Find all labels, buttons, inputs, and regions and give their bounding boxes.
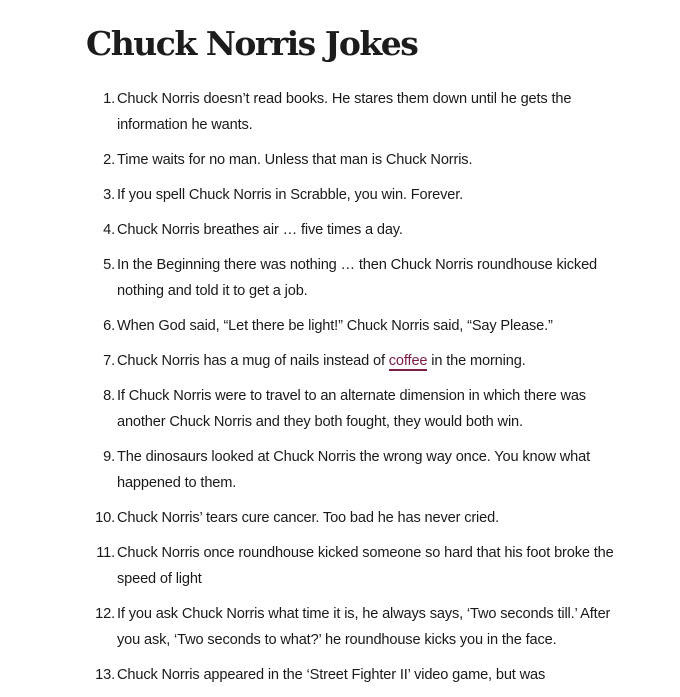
- list-item: In the Beginning there was nothing … then Chuck Norris roundhouse kicked nothing and told it to get a job.: [117, 257, 598, 299]
- coffee-link[interactable]: coffee: [388, 353, 428, 369]
- joke-text: in the morning.: [427, 353, 526, 369]
- list-item: The dinosaurs looked at Chuck Norris the wrong way once. You know what happened to them.: [117, 449, 590, 491]
- jokes-list: [117, 86, 627, 697]
- page-title: Chuck Norris Jokes: [86, 24, 418, 63]
- list-item: Time waits for no man. Unless that man is Chuck Norris.: [117, 152, 473, 168]
- list-item: Chuck Norris breathes air … five times a day.: [117, 222, 403, 238]
- joke-text: Chuck Norris has a mug of nails instead of: [117, 353, 389, 369]
- list-item: If you ask Chuck Norris what time it is, he always says, ‘Two seconds till.’ After you ask, ‘Two seconds to what?’ he roundhouse kicks you in the face.: [117, 606, 611, 648]
- list-item: Chuck Norris doesn’t read books. He stares them down until he gets the information he wants.: [117, 91, 572, 133]
- list-item: [117, 348, 627, 374]
- list-item: Chuck Norris once roundhouse kicked someone so hard that his foot broke the speed of light: [117, 545, 614, 587]
- list-item: Chuck Norris appeared in the ‘Street Fighter II’ video game, but was: [117, 667, 546, 683]
- list-item: When God said, “Let there be light!” Chuck Norris said, “Say Please.”: [117, 318, 553, 334]
- list-item: If you spell Chuck Norris in Scrabble, you win. Forever.: [117, 187, 464, 203]
- list-item: Chuck Norris’ tears cure cancer. Too bad he has never cried.: [117, 510, 499, 526]
- list-item: If Chuck Norris were to travel to an alternate dimension in which there was another Chuck Norris and they both fought, they would both win.: [117, 388, 586, 430]
